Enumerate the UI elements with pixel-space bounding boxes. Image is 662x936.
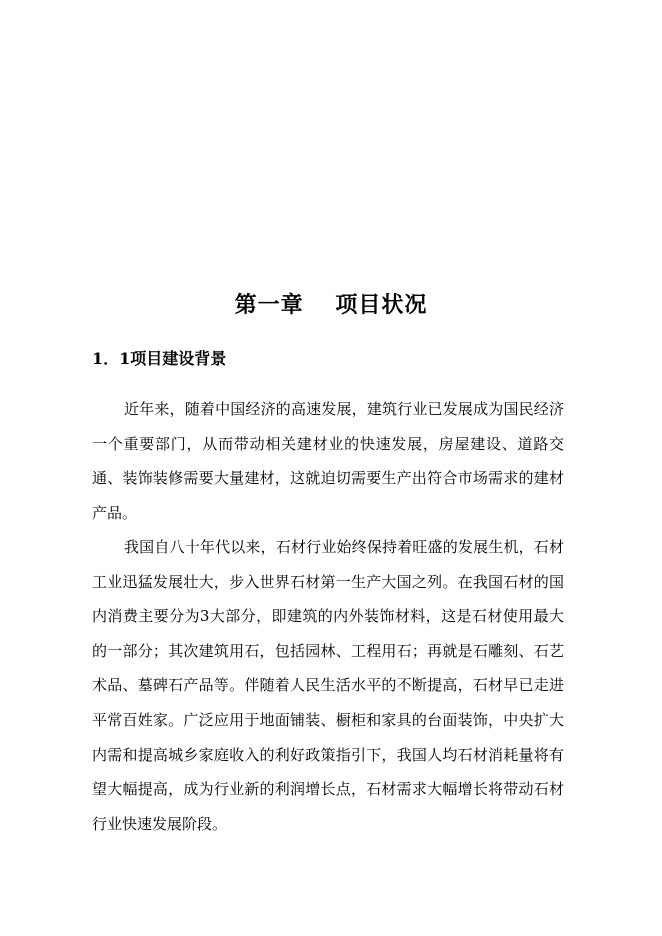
body-paragraph-2: 我国自八十年代以来，石材行业始终保持着旺盛的发展生机，石材工业迅猛发展壮大，步入世界石材第一生产大国之列。在我国石材的国内消费主要分为3大部分，即建筑的内外装饰材料，这是石材使用最大的一部分；其次建筑用石，包括园林、工程用石；再就是石雕刻、石艺术品、墓碑石产品等。伴随着人民生活水平的不断提高，石材早已走进平常百姓家。广泛应用于地面铺装、橱柜和家具的台面装饰，中央扩大内需和提高城乡家庭收入的利好政策指引下，我国人均石材消耗量将有望大幅提高，成为行业新的利润增长点，石材需求大幅增长将带动石材行业快速发展阶段。 bbox=[92, 538, 564, 833]
body-paragraph-1: 近年来，随着中国经济的高速发展，建筑行业已发展成为国民经济一个重要部门，从而带动相关建材业的快速发展，房屋建设、道路交通、装饰装修需要大量建材，这就迫切需要生产出符合市场需求的建材产品。 bbox=[92, 400, 564, 522]
section-heading: 1．1项目建设背景 bbox=[92, 349, 227, 368]
chapter-title: 第一章 项目状况 bbox=[234, 292, 428, 318]
